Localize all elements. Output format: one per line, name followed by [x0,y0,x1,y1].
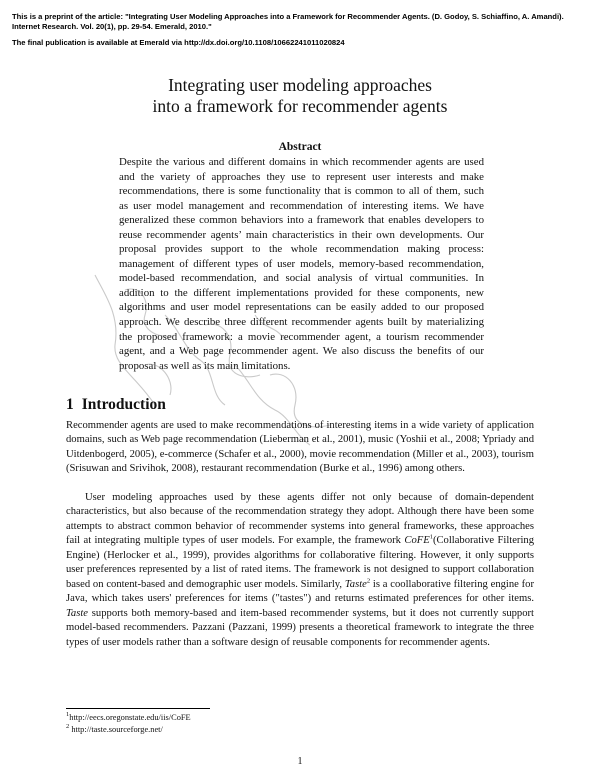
p2-part-c: is a coollaborative filtering engine for Java, which takes users' preferences for items ("tastes") and returns estimated preferences for other items. [66,578,535,605]
footnote-1 [66,712,366,724]
footnote-2 [66,724,366,736]
taste-term-2: Taste [66,607,88,619]
taste-term: Taste [344,578,367,590]
footnote-mark-1: 1 [66,711,70,719]
section-heading-introduction [66,396,166,414]
footnote-mark-2: 2 [66,722,70,730]
abstract-text: Despite the various and different domains in which recommender agents are used and the variety of approaches they use to represent user interests and make recommendations, there is some functionality that is common to all of them, such as user model management and recommendation of interesting items. We have generalized these common behaviors into a framework that enables developers to reuse recommender agents’ main characteristics in their own developments. Our proposal provides support to the whole recommendation making process: management of different types of user models, memory-based recommendation, model-based recommendation, and social analysis of virtual communities. In addition to the different implementations provided for these components, new algorithms and user model representations can be easily added to our proposed approach. We describe three different recommender agents built by materializing the proposed framework: a movie recommender agent, a tourism recommender agent, and a Web page recommender agent. We also discuss the benefits of our proposal as well as its main limitations. [119,156,484,372]
cofe-term: CoFE [404,535,430,547]
title-line-2: into a framework for recommender agents [152,96,448,116]
footnotes [66,712,366,735]
intro-paragraph-1: Recommender agents are used to make recommendations of interesting items in a wide variety of application domains, such as Web page recommendation (Lieberman et al., 2001), music (Yoshii et al., 2008; Ypriady and Uitdenbogerd, 2005), e-commerce (Schafer et al., 2000), movie recommendation (Miller et al., 2003), tourism (Srisuwan and Srivihok, 2008), restaurant recommendation (Burke et al., 1996) among others. [66,420,534,475]
p2-part-d: supports both memory-based and item-based recommender systems, but it does not currently support model-based recommenders. Pazzani (Pazzani, 1999) presents a theoretical framework to integrate the three types of user models rather than a software design of reusable components for recommender agents. [66,607,534,648]
footnote-ref-1: 1 [429,533,433,541]
page-number: 1 [297,756,303,767]
footnote-link-1[interactable]: http://eecs.oregonstate.edu/iis/CoFE [69,713,191,722]
paper-title [60,75,540,117]
title-line-1: Integrating user modeling approaches [168,75,432,95]
intro-paragraph-2 [66,491,534,650]
p2-part-a: User modeling approaches used by these agents differ not only because of domain-dependent characteristics, but also because of the recommendation strategy they adopt. Although there have been some attempts to abstract common behavior of recommender systems into general frameworks, these approaches fail at integrating multiple types of user models. For example, the framework [66,492,534,547]
preprint-header [12,12,572,48]
final-publication-note: The final publication is available at Emerald via http://dx.doi.org/10.1108/10662241011020824 [12,38,345,47]
footnote-ref-2: 2 [366,577,371,585]
section-title: Introduction [81,396,166,413]
footnote-divider [66,708,210,709]
p2-part-b: (Collaborative Filtering Engine) (Herlocker et al., 1999), provides algorithms for collaborative filtering. However, it only supports user preferences represented by a list of rated items. The framework is not designed to support collaboration based on content-based and demographic user models. Similarly, [66,535,535,590]
footnote-link-2[interactable]: http://taste.sourceforge.net/ [69,724,163,734]
section-number: 1 [66,396,74,413]
abstract-heading: Abstract [278,141,322,153]
preprint-note: This is a preprint of the article: "Integrating User Modeling Approaches into a Framework for Recommender Agents. (D. Godoy, S. Schiaffino, A. Amandi). Internet Research. Vol. 20(1), pp. 29-54. Emerald, 2010." [12,12,564,31]
